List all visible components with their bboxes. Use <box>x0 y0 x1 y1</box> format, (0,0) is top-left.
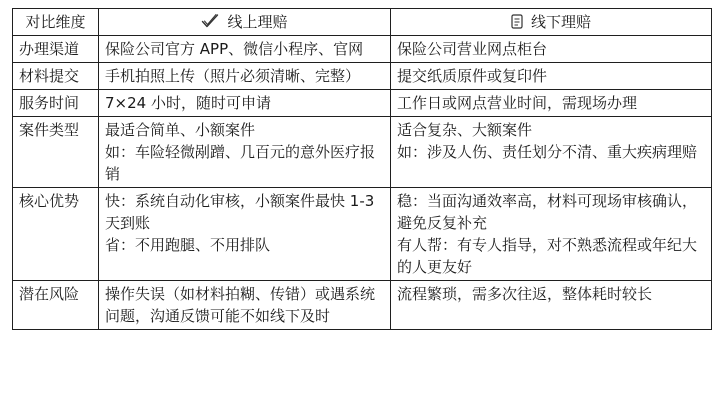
table-row <box>13 63 712 90</box>
online-cell-text: 保险公司官方 APP、微信小程序、官网 <box>105 40 364 58</box>
row-dimension-label: 服务时间 <box>13 90 99 117</box>
online-cell <box>99 117 391 188</box>
row-dimension-label: 案件类型 <box>13 117 99 188</box>
row-dimension-label: 潜在风险 <box>13 281 99 330</box>
online-cell <box>99 281 391 330</box>
online-cell-text: 操作失误（如材料拍糊、传错）或遇系统问题，沟通反馈可能不如线下及时 <box>105 285 376 325</box>
online-cell <box>99 63 391 90</box>
table-row <box>13 188 712 281</box>
document-icon <box>511 14 523 29</box>
offline-cell-text: 保险公司营业网点柜台 <box>397 40 548 58</box>
online-cell <box>99 36 391 63</box>
offline-cell <box>391 63 712 90</box>
header-dimension: 对比维度 <box>13 9 99 36</box>
online-cell <box>99 90 391 117</box>
online-cell-text: 手机拍照上传（照片必须清晰、完整） <box>105 67 361 85</box>
offline-cell-text: 如：涉及人伤、责任划分不清、重大疾病理赔 <box>397 143 698 161</box>
header-offline <box>391 9 712 36</box>
offline-cell-text: 有人帮：有专人指导，对不熟悉流程或年纪大的人更友好 <box>397 236 698 276</box>
table-row <box>13 90 712 117</box>
offline-cell <box>391 36 712 63</box>
comparison-document <box>12 8 711 330</box>
online-cell-text: 最适合简单、小额案件 <box>105 121 256 139</box>
header-online <box>99 9 391 36</box>
offline-cell-text: 流程繁琐，需多次往返，整体耗时较长 <box>397 285 653 303</box>
offline-cell-text: 提交纸质原件或复印件 <box>397 67 548 85</box>
online-cell-text: 快：系统自动化审核，小额案件最快 1-3 天到账 <box>105 192 375 232</box>
online-cell-text: 7×24 小时，随时可申请 <box>105 94 271 112</box>
comparison-table <box>12 8 712 330</box>
table-header-row <box>13 9 712 36</box>
offline-cell-text: 工作日或网点营业时间，需现场办理 <box>397 94 638 112</box>
online-cell <box>99 188 391 281</box>
offline-cell <box>391 90 712 117</box>
checkmark-icon <box>201 13 219 29</box>
header-offline-label: 线下理赔 <box>530 13 591 31</box>
header-online-label: 线上理赔 <box>227 13 288 31</box>
row-dimension-label: 材料提交 <box>13 63 99 90</box>
row-dimension-label: 办理渠道 <box>13 36 99 63</box>
online-cell-text: 如：车险轻微剐蹭、几百元的意外医疗报销 <box>105 143 376 183</box>
row-dimension-label: 核心优势 <box>13 188 99 281</box>
online-cell-text: 省：不用跑腿、不用排队 <box>105 236 271 254</box>
offline-cell <box>391 281 712 330</box>
offline-cell <box>391 188 712 281</box>
offline-cell-text: 稳：当面沟通效率高，材料可现场审核确认，避免反复补充 <box>397 192 698 232</box>
offline-cell-text: 适合复杂、大额案件 <box>397 121 533 139</box>
table-row <box>13 36 712 63</box>
table-row <box>13 281 712 330</box>
table-row <box>13 117 712 188</box>
offline-cell <box>391 117 712 188</box>
